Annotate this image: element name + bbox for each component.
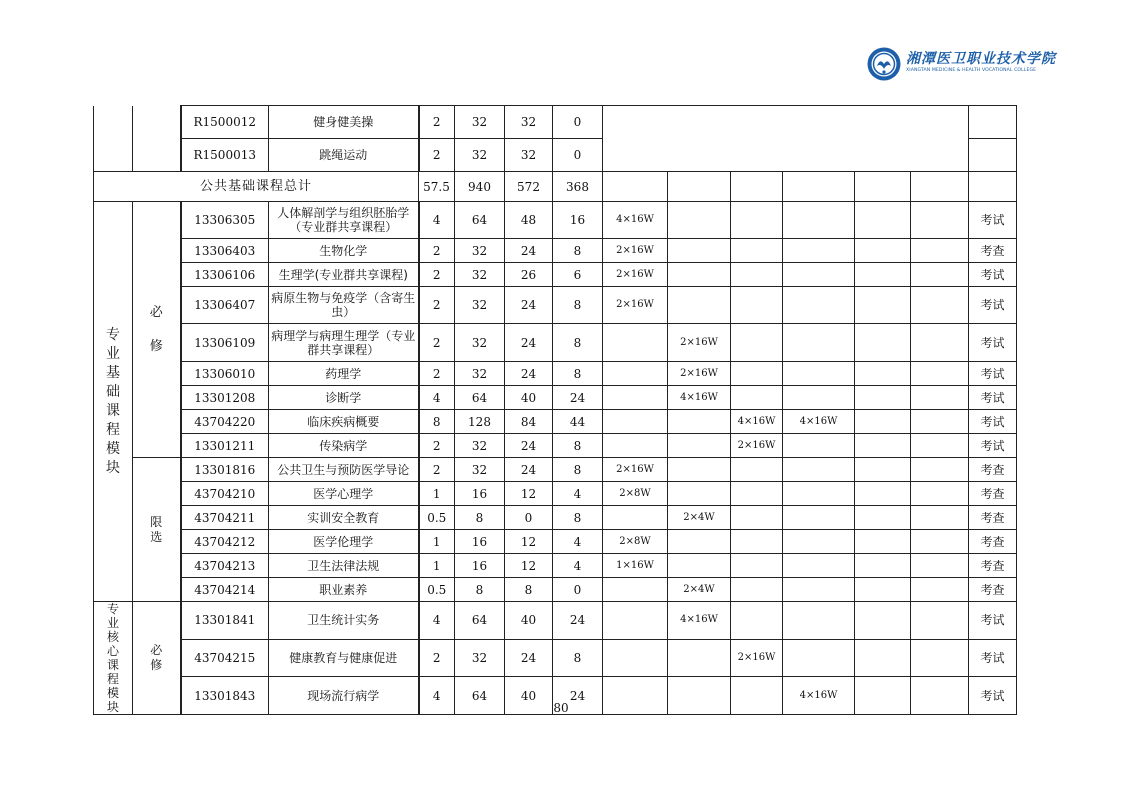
table-row bbox=[94, 202, 1017, 239]
total-hours: 32 bbox=[455, 362, 505, 386]
theory-hours: 24 bbox=[505, 639, 553, 677]
total-hours: 16 bbox=[455, 530, 505, 554]
total-hours: 64 bbox=[455, 202, 505, 239]
semester-4 bbox=[783, 263, 855, 287]
credit: 2 bbox=[419, 287, 455, 324]
practice-hours: 8 bbox=[553, 639, 603, 677]
semester-3: 2×16W bbox=[731, 639, 783, 677]
total-hours: 128 bbox=[455, 410, 505, 434]
module-label-core: 专业核心课程模块 bbox=[94, 602, 133, 715]
theory-hours: 24 bbox=[505, 434, 553, 458]
credit: 2 bbox=[419, 263, 455, 287]
semester-5 bbox=[855, 239, 911, 263]
semester-2 bbox=[668, 287, 731, 324]
course-name: 现场流行病学 bbox=[269, 677, 419, 715]
semester-1: 4×16W bbox=[603, 202, 668, 239]
theory-hours: 572 bbox=[505, 172, 553, 202]
total-hours: 64 bbox=[455, 602, 505, 640]
public-total-label: 公共基础课程总计 bbox=[94, 172, 419, 202]
course-name: 跳绳运动 bbox=[269, 139, 419, 172]
semester-1: 1×16W bbox=[603, 554, 668, 578]
semester-1 bbox=[603, 578, 668, 602]
theory-hours: 40 bbox=[505, 386, 553, 410]
semester-3 bbox=[731, 506, 783, 530]
credit: 2 bbox=[419, 458, 455, 482]
semester-1: 2×16W bbox=[603, 458, 668, 482]
semester-4 bbox=[783, 202, 855, 239]
course-code: 13301841 bbox=[181, 602, 269, 640]
semester-4 bbox=[783, 362, 855, 386]
practice-hours: 8 bbox=[553, 287, 603, 324]
elective-label: 限选 bbox=[133, 458, 181, 602]
course-code: 13306010 bbox=[181, 362, 269, 386]
table-row bbox=[94, 324, 1017, 362]
practice-hours: 8 bbox=[553, 239, 603, 263]
course-code: 43704210 bbox=[181, 482, 269, 506]
course-code: R1500012 bbox=[181, 106, 269, 139]
table-row bbox=[94, 386, 1017, 410]
semester-5 bbox=[855, 263, 911, 287]
semester-5 bbox=[855, 202, 911, 239]
semester-3 bbox=[731, 530, 783, 554]
credit: 8 bbox=[419, 410, 455, 434]
total-hours: 32 bbox=[455, 639, 505, 677]
semester-4 bbox=[783, 554, 855, 578]
semester-4 bbox=[783, 434, 855, 458]
semester-6 bbox=[911, 602, 969, 640]
semester-6 bbox=[911, 506, 969, 530]
practice-hours: 0 bbox=[553, 139, 603, 172]
table-row bbox=[94, 106, 1017, 139]
course-name: 健身健美操 bbox=[269, 106, 419, 139]
semester-5 bbox=[855, 410, 911, 434]
table-row bbox=[94, 239, 1017, 263]
merged-schedule-cell bbox=[603, 106, 969, 172]
practice-hours: 8 bbox=[553, 362, 603, 386]
semester-2: 2×16W bbox=[668, 362, 731, 386]
exam-type: 考试 bbox=[969, 410, 1017, 434]
course-name: 人体解剖学与组织胚胎学（专业群共享课程） bbox=[269, 202, 419, 239]
total-hours: 32 bbox=[455, 434, 505, 458]
exam-type: 考查 bbox=[969, 530, 1017, 554]
semester-1 bbox=[603, 506, 668, 530]
semester-6 bbox=[911, 578, 969, 602]
semester-3 bbox=[731, 578, 783, 602]
practice-hours: 4 bbox=[553, 482, 603, 506]
course-code: 13301843 bbox=[181, 677, 269, 715]
credit: 2 bbox=[419, 106, 455, 139]
table-row bbox=[94, 639, 1017, 677]
semester-2 bbox=[668, 482, 731, 506]
theory-hours: 8 bbox=[505, 578, 553, 602]
semester-4: 4×16W bbox=[783, 677, 855, 715]
theory-hours: 84 bbox=[505, 410, 553, 434]
total-hours: 32 bbox=[455, 458, 505, 482]
exam-type bbox=[969, 106, 1017, 139]
course-name: 医学伦理学 bbox=[269, 530, 419, 554]
semester-3 bbox=[731, 239, 783, 263]
semester-3 bbox=[731, 287, 783, 324]
practice-hours: 24 bbox=[553, 386, 603, 410]
semester-1: 2×16W bbox=[603, 263, 668, 287]
semester-2 bbox=[668, 239, 731, 263]
practice-hours: 368 bbox=[553, 172, 603, 202]
exam-type: 考试 bbox=[969, 602, 1017, 640]
total-hours: 940 bbox=[455, 172, 505, 202]
exam-type: 考查 bbox=[969, 482, 1017, 506]
total-hours: 16 bbox=[455, 554, 505, 578]
semester-5 bbox=[855, 530, 911, 554]
exam-type: 考试 bbox=[969, 386, 1017, 410]
total-hours: 32 bbox=[455, 106, 505, 139]
exam-type: 考试 bbox=[969, 434, 1017, 458]
table-row bbox=[94, 482, 1017, 506]
semester-6 bbox=[911, 434, 969, 458]
semester-4 bbox=[783, 482, 855, 506]
practice-hours: 8 bbox=[553, 324, 603, 362]
semester-5 bbox=[855, 639, 911, 677]
course-code: 13301211 bbox=[181, 434, 269, 458]
course-code: 43704211 bbox=[181, 506, 269, 530]
semester-5 bbox=[855, 506, 911, 530]
semester-3 bbox=[731, 324, 783, 362]
semester-2 bbox=[668, 263, 731, 287]
semester-2 bbox=[668, 434, 731, 458]
theory-hours: 40 bbox=[505, 602, 553, 640]
course-name: 病原生物与免疫学（含寄生虫） bbox=[269, 287, 419, 324]
course-code: 43704212 bbox=[181, 530, 269, 554]
semester-6 bbox=[911, 482, 969, 506]
semester-4 bbox=[783, 287, 855, 324]
theory-hours: 0 bbox=[505, 506, 553, 530]
credit: 2 bbox=[419, 434, 455, 458]
theory-hours: 12 bbox=[505, 530, 553, 554]
credit: 0.5 bbox=[419, 578, 455, 602]
semester-6 bbox=[911, 386, 969, 410]
semester-1: 2×8W bbox=[603, 530, 668, 554]
practice-hours: 8 bbox=[553, 506, 603, 530]
theory-hours: 26 bbox=[505, 263, 553, 287]
semester-3 bbox=[731, 386, 783, 410]
course-code: 13301208 bbox=[181, 386, 269, 410]
semester-1: 2×16W bbox=[603, 287, 668, 324]
semester-6 bbox=[911, 362, 969, 386]
course-name: 健康教育与健康促进 bbox=[269, 639, 419, 677]
credit: 4 bbox=[419, 386, 455, 410]
required-label: 必修 bbox=[133, 202, 181, 458]
practice-hours: 6 bbox=[553, 263, 603, 287]
semester-4 bbox=[783, 578, 855, 602]
theory-hours: 12 bbox=[505, 482, 553, 506]
credit: 57.5 bbox=[419, 172, 455, 202]
semester-6 bbox=[911, 639, 969, 677]
course-code: 43704220 bbox=[181, 410, 269, 434]
semester-4 bbox=[783, 239, 855, 263]
theory-hours: 32 bbox=[505, 139, 553, 172]
semester-1: 2×8W bbox=[603, 482, 668, 506]
total-hours: 64 bbox=[455, 386, 505, 410]
exam-type: 考试 bbox=[969, 263, 1017, 287]
school-name-en: XIANGTAN MEDICINE & HEALTH VOCATIONAL COLLEGE bbox=[906, 68, 1037, 73]
exam-type: 考试 bbox=[969, 202, 1017, 239]
semester-6 bbox=[911, 530, 969, 554]
course-name: 传染病学 bbox=[269, 434, 419, 458]
course-code: 43704215 bbox=[181, 639, 269, 677]
semester-1 bbox=[603, 386, 668, 410]
semester-5 bbox=[855, 287, 911, 324]
credit: 2 bbox=[419, 362, 455, 386]
total-hours: 32 bbox=[455, 139, 505, 172]
theory-hours: 12 bbox=[505, 554, 553, 578]
credit: 4 bbox=[419, 602, 455, 640]
credit: 2 bbox=[419, 139, 455, 172]
semester-1: 2×16W bbox=[603, 239, 668, 263]
table-row bbox=[94, 506, 1017, 530]
course-code: 13306403 bbox=[181, 239, 269, 263]
practice-hours: 8 bbox=[553, 434, 603, 458]
table-row bbox=[94, 602, 1017, 640]
course-name: 诊断学 bbox=[269, 386, 419, 410]
semester-2 bbox=[668, 202, 731, 239]
exam-type: 考试 bbox=[969, 639, 1017, 677]
semester-3: 4×16W bbox=[731, 410, 783, 434]
practice-hours: 24 bbox=[553, 602, 603, 640]
semester-1 bbox=[603, 362, 668, 386]
semester-4 bbox=[783, 458, 855, 482]
course-name: 实训安全教育 bbox=[269, 506, 419, 530]
semester-6 bbox=[911, 554, 969, 578]
total-hours: 32 bbox=[455, 263, 505, 287]
semester-4 bbox=[783, 324, 855, 362]
semester-2 bbox=[668, 639, 731, 677]
course-name: 卫生统计实务 bbox=[269, 602, 419, 640]
practice-hours: 24 bbox=[553, 677, 603, 715]
semester-4 bbox=[783, 386, 855, 410]
course-code: 13306305 bbox=[181, 202, 269, 239]
semester-6 bbox=[911, 324, 969, 362]
semester-2: 2×16W bbox=[668, 324, 731, 362]
module-label-basic: 专业基础课程模块 bbox=[94, 202, 133, 602]
credit: 2 bbox=[419, 239, 455, 263]
exam-type: 考试 bbox=[969, 677, 1017, 715]
semester-3 bbox=[731, 554, 783, 578]
course-code: 43704214 bbox=[181, 578, 269, 602]
curriculum-table bbox=[93, 105, 1017, 715]
practice-hours: 16 bbox=[553, 202, 603, 239]
theory-hours: 48 bbox=[505, 202, 553, 239]
semester-2: 4×16W bbox=[668, 602, 731, 640]
practice-hours: 44 bbox=[553, 410, 603, 434]
credit: 2 bbox=[419, 324, 455, 362]
course-name: 职业素养 bbox=[269, 578, 419, 602]
exam-type: 考试 bbox=[969, 287, 1017, 324]
practice-hours: 0 bbox=[553, 106, 603, 139]
semester-3 bbox=[731, 362, 783, 386]
course-code: R1500013 bbox=[181, 139, 269, 172]
table-row bbox=[94, 287, 1017, 324]
semester-2: 4×16W bbox=[668, 386, 731, 410]
table-row bbox=[94, 434, 1017, 458]
credit: 1 bbox=[419, 554, 455, 578]
practice-hours: 8 bbox=[553, 458, 603, 482]
course-code: 13301816 bbox=[181, 458, 269, 482]
credit: 2 bbox=[419, 639, 455, 677]
exam-type: 考查 bbox=[969, 554, 1017, 578]
semester-5 bbox=[855, 578, 911, 602]
total-hours: 8 bbox=[455, 578, 505, 602]
semester-5 bbox=[855, 458, 911, 482]
semester-5 bbox=[855, 602, 911, 640]
semester-1 bbox=[603, 602, 668, 640]
course-code: 13306109 bbox=[181, 324, 269, 362]
semester-2 bbox=[668, 410, 731, 434]
semester-3 bbox=[731, 202, 783, 239]
semester-4 bbox=[783, 602, 855, 640]
practice-hours: 4 bbox=[553, 530, 603, 554]
semester-6 bbox=[911, 287, 969, 324]
semester-6 bbox=[911, 263, 969, 287]
course-name: 生理学(专业群共享课程) bbox=[269, 263, 419, 287]
credit: 1 bbox=[419, 482, 455, 506]
semester-5 bbox=[855, 434, 911, 458]
semester-2: 2×4W bbox=[668, 506, 731, 530]
course-name: 临床疾病概要 bbox=[269, 410, 419, 434]
exam-type: 考查 bbox=[969, 506, 1017, 530]
theory-hours: 24 bbox=[505, 458, 553, 482]
semester-6 bbox=[911, 410, 969, 434]
practice-hours: 4 bbox=[553, 554, 603, 578]
semester-5 bbox=[855, 386, 911, 410]
semester-3 bbox=[731, 482, 783, 506]
theory-hours: 24 bbox=[505, 324, 553, 362]
theory-hours: 24 bbox=[505, 239, 553, 263]
semester-6 bbox=[911, 458, 969, 482]
course-code: 43704213 bbox=[181, 554, 269, 578]
theory-hours: 40 bbox=[505, 677, 553, 715]
semester-4 bbox=[783, 639, 855, 677]
exam-type bbox=[969, 139, 1017, 172]
total-hours: 32 bbox=[455, 324, 505, 362]
semester-2 bbox=[668, 554, 731, 578]
semester-1 bbox=[603, 324, 668, 362]
semester-3 bbox=[731, 602, 783, 640]
table-row bbox=[94, 362, 1017, 386]
table-row bbox=[94, 263, 1017, 287]
total-hours: 32 bbox=[455, 239, 505, 263]
practice-hours: 0 bbox=[553, 578, 603, 602]
semester-2 bbox=[668, 458, 731, 482]
required-label: 必修 bbox=[133, 602, 181, 715]
course-name: 医学心理学 bbox=[269, 482, 419, 506]
exam-type: 考查 bbox=[969, 578, 1017, 602]
prev-type-cell bbox=[133, 106, 181, 172]
course-name: 公共卫生与预防医学导论 bbox=[269, 458, 419, 482]
credit: 4 bbox=[419, 677, 455, 715]
semester-3 bbox=[731, 458, 783, 482]
semester-2 bbox=[668, 530, 731, 554]
semester-4 bbox=[783, 506, 855, 530]
course-name: 卫生法律法规 bbox=[269, 554, 419, 578]
theory-hours: 24 bbox=[505, 287, 553, 324]
exam-type: 考试 bbox=[969, 362, 1017, 386]
course-name: 药理学 bbox=[269, 362, 419, 386]
semester-5 bbox=[855, 324, 911, 362]
semester-5 bbox=[855, 482, 911, 506]
course-name: 生物化学 bbox=[269, 239, 419, 263]
semester-4 bbox=[783, 530, 855, 554]
public-total-row bbox=[94, 172, 1017, 202]
semester-3: 2×16W bbox=[731, 434, 783, 458]
table-row bbox=[94, 410, 1017, 434]
semester-6 bbox=[911, 239, 969, 263]
semester-1 bbox=[603, 410, 668, 434]
exam-type: 考查 bbox=[969, 458, 1017, 482]
credit: 4 bbox=[419, 202, 455, 239]
table-row bbox=[94, 530, 1017, 554]
total-hours: 32 bbox=[455, 287, 505, 324]
semester-1 bbox=[603, 434, 668, 458]
course-code: 13306106 bbox=[181, 263, 269, 287]
semester-5 bbox=[855, 362, 911, 386]
school-logo bbox=[866, 46, 1056, 82]
school-name-cn: 湘潭医卫职业技术学院 bbox=[906, 51, 1056, 67]
course-code: 13306407 bbox=[181, 287, 269, 324]
table-row bbox=[94, 578, 1017, 602]
exam-type: 考查 bbox=[969, 239, 1017, 263]
credit: 0.5 bbox=[419, 506, 455, 530]
semester-1 bbox=[603, 639, 668, 677]
semester-6 bbox=[911, 202, 969, 239]
table-row bbox=[94, 458, 1017, 482]
table-row bbox=[94, 554, 1017, 578]
theory-hours: 24 bbox=[505, 362, 553, 386]
credit: 1 bbox=[419, 530, 455, 554]
total-hours: 64 bbox=[455, 677, 505, 715]
page-number: 80 bbox=[553, 701, 569, 715]
prev-module-cell bbox=[94, 106, 133, 172]
exam-type: 考试 bbox=[969, 324, 1017, 362]
total-hours: 8 bbox=[455, 506, 505, 530]
semester-2: 2×4W bbox=[668, 578, 731, 602]
course-name: 病理学与病理生理学（专业群共享课程） bbox=[269, 324, 419, 362]
theory-hours: 32 bbox=[505, 106, 553, 139]
semester-4: 4×16W bbox=[783, 410, 855, 434]
semester-5 bbox=[855, 554, 911, 578]
total-hours: 16 bbox=[455, 482, 505, 506]
semester-3 bbox=[731, 263, 783, 287]
